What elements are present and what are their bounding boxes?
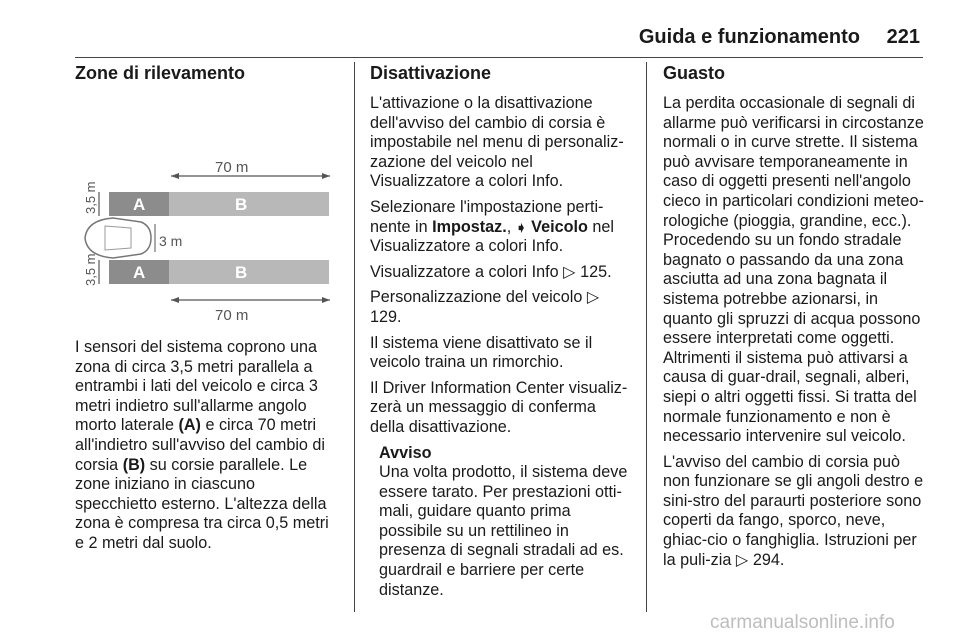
note-title: Avviso	[379, 443, 432, 462]
deactivation-paragraph-5: Il sistema viene disattivato se il veicolo traina un rimorchio.	[370, 333, 593, 372]
watermark: carmanualsonline.info	[710, 612, 895, 633]
fault-paragraph-1: La perdita occasionale di segnali di allarme può verificarsi in circostanze normali o in curve strette. Il sistema può avvisare temporaneamente in caso di oggetti presenti nell'angolo cieco in particolari condizioni meteo-rologiche (pioggia, grandine, ecc.). Procedendo su un fondo stradale bagnato o passando da una zona asciutta ad una zona bagnata il sistema potrebbe azionarsi, in quanto gli spruzzi di acqua possono essere interpretati come oggetti. Altrimenti il sistema può attivarsi a causa di guar-drail, segnali, alberi, siepi o altri oggetti fissi. Si tratta del normale funzionamento e non è necessario intervenire sul veicolo.	[663, 94, 924, 446]
column-detection-zones	[75, 62, 341, 560]
dim-top-label: 70 m	[215, 159, 249, 176]
heading-deactivation: Disattivazione	[370, 63, 492, 83]
column-deactivation	[370, 62, 632, 600]
heading-detection-zones: Zone di rilevamento	[75, 63, 246, 83]
page-number: 221	[886, 26, 920, 48]
menu-arrow-icon: ➧	[515, 219, 527, 235]
deactivation-paragraph-6: Il Driver Information Center visualiz-zerà un messaggio di conferma della disattivazione.	[370, 378, 628, 436]
detection-zone-figure	[75, 94, 341, 330]
deactivation-paragraph-3: Visualizzatore a colori Info ▷ 125.	[370, 262, 612, 281]
zone-a-bottom: A	[133, 263, 146, 282]
section-title: Guida e funzionamento	[638, 26, 860, 48]
dim-gap-label: 3 m	[159, 233, 183, 249]
column-fault	[663, 62, 929, 576]
note-text: Una volta prodotto, il sistema deve essere tarato. Per prestazioni otti-mali, guidare quanto prima possibile su un rettilineo in presenza di segnali stradali ad es. guardrail e barriere per certe distanze.	[379, 463, 628, 599]
detection-zone-diagram	[75, 94, 341, 330]
page-ref-link[interactable]: 129.	[370, 307, 402, 326]
page-ref-icon: ▷	[586, 288, 600, 307]
page-header	[0, 26, 960, 56]
detection-zones-paragraph: I sensori del sistema coprono una zona di circa 3,5 metri parallela a entrambi i lati del veicolo e circa 3 metri indietro sull'allarme angolo morto laterale (A) e circa 70 metri all'indietro sull'avviso del cambio di corsia (B) su corsie parallele. Le zone iniziano in ciascuno specchietto esterno. L'altezza della zona è compresa tra circa 0,5 metri e 2 metri dal suolo.	[75, 338, 329, 552]
page-ref-link[interactable]: 294.	[752, 550, 785, 569]
zone-b-bottom: B	[235, 263, 248, 282]
note-box	[370, 444, 632, 601]
deactivation-paragraph-4: Personalizzazione del veicolo ▷ 129.	[370, 288, 600, 326]
zone-b-top: B	[235, 195, 248, 214]
dim-bottom-label: 70 m	[215, 307, 249, 324]
dim-left-bottom-label: 3,5 m	[83, 253, 98, 286]
zone-a-top: A	[133, 195, 146, 214]
fault-paragraph-2: L'avviso del cambio di corsia può non funzionare se gli angoli destro e sini-stro del paraurti posteriore sono coperti da fango, sporco, neve, ghiac-cio o fanghiglia. Istruzioni per la puli-zia ▷ 294.	[663, 452, 924, 569]
page-ref-link[interactable]: 125.	[580, 262, 612, 281]
header-rule	[75, 57, 923, 58]
page-ref-icon: ▷	[735, 550, 749, 569]
dim-left-top-label: 3,5 m	[83, 181, 98, 214]
heading-fault: Guasto	[663, 63, 726, 83]
column-divider-1	[354, 62, 355, 612]
page-ref-icon: ▷	[563, 262, 576, 281]
deactivation-paragraph-1: L'attivazione o la disattivazione dell'avviso del cambio di corsia è impostabile nel menu di personaliz-zazione del veicolo nel Visualizzatore a colori Info.	[370, 94, 624, 191]
column-divider-2	[646, 62, 647, 612]
deactivation-paragraph-2: Selezionare l'impostazione perti-nente in Impostaz., ➧ Veicolo nel Visualizzatore a colori Info.	[370, 197, 614, 256]
